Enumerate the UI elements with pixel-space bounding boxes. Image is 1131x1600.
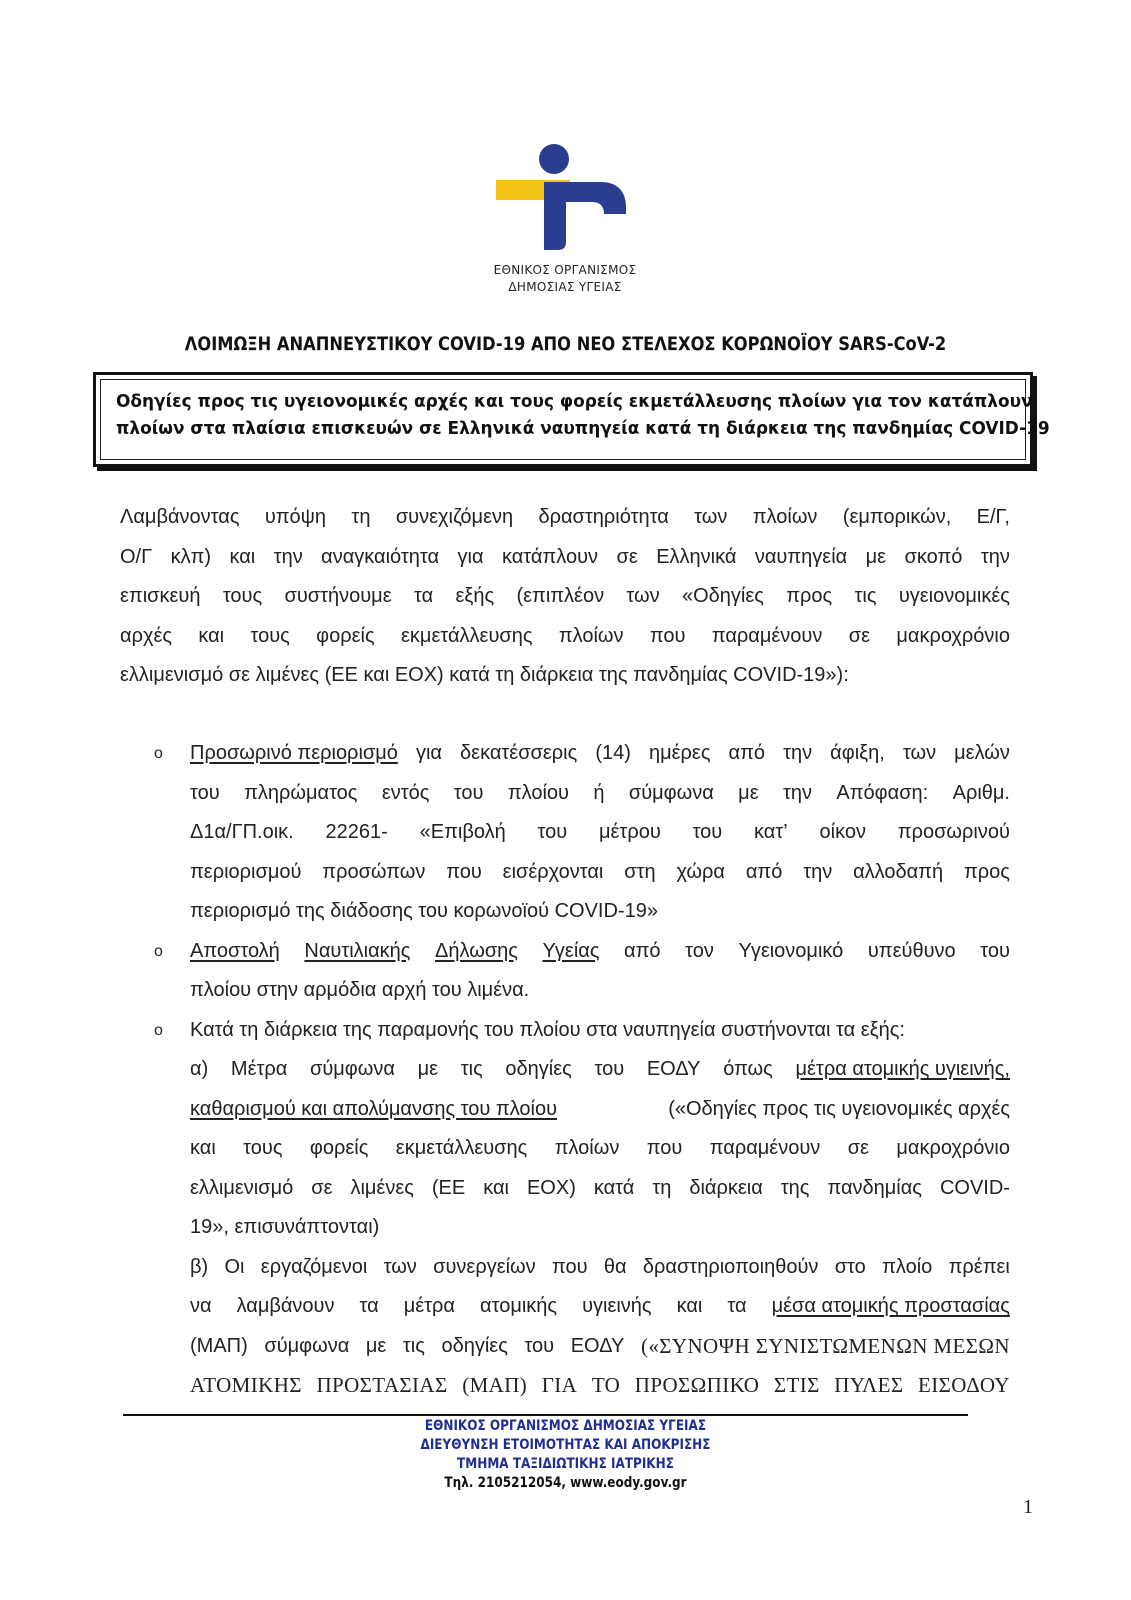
word: του (190, 781, 220, 804)
word: με (865, 545, 887, 568)
word: εξής (455, 585, 495, 607)
word: Αποστολή (190, 939, 280, 962)
word: τη (652, 1176, 672, 1199)
word: που (446, 860, 482, 883)
word: αλλοδαπή (853, 860, 944, 883)
word: του (537, 821, 568, 843)
word: οδηγίες (441, 1334, 508, 1357)
word: μακροχρόνιο (896, 624, 1010, 647)
word: πλοίων (752, 506, 818, 528)
word: εργαζόμενοι (260, 1255, 368, 1278)
list-line-text: περιορισμό της διάδοσης του κορωνοϊού COVID-19» (190, 900, 658, 922)
word: και (483, 1176, 509, 1199)
word: των (902, 742, 937, 764)
word: Απόφαση: (836, 781, 929, 804)
list-line (190, 1366, 1010, 1406)
word: Ναυτιλιακής (304, 939, 411, 962)
underlined-phrase: μέτρα ατομικής υγιεινής, (795, 1058, 1010, 1080)
word: συνεργείων (433, 1255, 536, 1278)
list-line (190, 1050, 1010, 1090)
word: (14) (595, 742, 631, 764)
list-line (190, 853, 1010, 893)
word: για (415, 742, 442, 764)
list-line (190, 774, 1010, 814)
list-line (190, 1327, 1010, 1367)
word: (ΜΑΠ) (462, 1373, 528, 1397)
word: Δ1α/ΓΠ.οικ. (190, 821, 294, 843)
word: (ΕΕ (431, 1176, 466, 1199)
word: πλοίου (507, 781, 569, 804)
word: οίκον (819, 821, 866, 843)
intro-line (120, 656, 1010, 696)
intro-line-text: ελλιμενισμό σε λιμένες (ΕΕ και ΕΟΧ) κατά τη διάρκεια της πανδημίας COVID-19»): (120, 664, 849, 686)
word: φορείς (309, 1137, 369, 1159)
word: επισκευή (120, 585, 201, 607)
word: την (783, 781, 813, 804)
list-line (190, 932, 1010, 972)
subtitle-box (93, 372, 1050, 467)
word: 22261- (325, 821, 388, 843)
word: για (457, 545, 484, 568)
word: ναυπηγεία (754, 545, 848, 568)
word: μελών (954, 742, 1010, 764)
word: πανδημίας (827, 1176, 922, 1199)
word: την (783, 742, 813, 764)
word: σύμφωνα (628, 781, 714, 804)
word: δραστηριότητα (538, 506, 669, 528)
list-line (190, 734, 1010, 774)
word: εκμετάλλευσης (395, 1137, 528, 1159)
word: υπόψη (264, 506, 327, 528)
word: κατά (593, 1176, 635, 1199)
list-line (190, 1248, 1010, 1288)
word: και (198, 624, 225, 647)
footer-contact: Τηλ. 2105212054, www.eody.gov.gr (444, 1475, 687, 1491)
word: Ο/Γ (120, 545, 153, 568)
word: τα (727, 1295, 747, 1317)
word: του (980, 939, 1010, 962)
word: τον (685, 939, 714, 962)
word: εκμετάλλευσης (401, 624, 533, 647)
word: και (229, 545, 256, 568)
word: πρέπει (948, 1255, 1010, 1278)
word: εντός (381, 781, 430, 804)
word: Οι (224, 1255, 245, 1278)
word: την (803, 860, 833, 883)
footer-org-name: ΕΘΝΙΚΟΣ ΟΡΓΑΝΙΣΜΟΣ ΔΗΜΟΣΙΑΣ ΥΓΕΙΑΣ (424, 1418, 707, 1434)
word: σε (848, 624, 870, 647)
word: ΕΟΔΥ (646, 1058, 701, 1080)
word: της (780, 1176, 810, 1199)
word: πλοίων (554, 1137, 620, 1159)
word: Μέτρα (230, 1058, 288, 1080)
word: ΑΤΟΜΙΚΗΣ (190, 1373, 302, 1397)
word: τους (250, 624, 290, 647)
list-line-text: 19», επισυνάπτονται) (190, 1216, 380, 1238)
word: που (649, 624, 686, 647)
word: (επιπλέον (516, 585, 605, 607)
footer-directorate: ΔΙΕΥΘΥΝΣΗ ΕΤΟΙΜΟΤΗΤΑΣ ΚΑΙ ΑΠΟΚΡΙΣΗΣ (420, 1437, 711, 1453)
word: χώρα (676, 860, 725, 883)
word: Δήλωσης (435, 939, 518, 962)
underlined-phrase: καθαρισμού και απολύμανσης του πλοίου (190, 1097, 558, 1120)
word: όπως (723, 1058, 773, 1080)
word: δραστηριοποιηθούν (642, 1255, 819, 1278)
word: κλπ) (170, 545, 212, 568)
word: ΣΤΙΣ (773, 1373, 820, 1397)
word: να (190, 1295, 212, 1317)
word: εισέρχονται (502, 860, 604, 883)
list-line (190, 1090, 1010, 1130)
word: α) (190, 1058, 209, 1080)
word: ΠΡΟΣΩΠΙΚΟ (634, 1373, 760, 1397)
word: σε (847, 1137, 869, 1159)
list-line (190, 1287, 1010, 1327)
serif-phrase: («ΣΥΝΟΨΗ ΣΥΝΙΣΤΩΜΕΝΩΝ ΜΕΣΩΝ (640, 1333, 1010, 1358)
word: των (626, 585, 660, 607)
word: μέτρα (403, 1295, 455, 1317)
word: των (694, 506, 728, 528)
list-item (140, 932, 1010, 1011)
logo-caption-line1: ΕΘΝΙΚΟΣ ΟΡΓΑΝΙΣΜΟΣ (493, 263, 637, 277)
word: Ελληνικά (656, 545, 737, 568)
logo-caption (440, 262, 690, 296)
eody-logo-icon (492, 142, 642, 257)
word: Λαμβάνοντας (120, 506, 240, 528)
word: αρχές (120, 624, 172, 647)
word: τις (854, 585, 877, 607)
word: και (190, 1137, 216, 1159)
word: τη (351, 506, 371, 528)
word: Υγειονομικό (738, 939, 844, 962)
word: ΤΟ (591, 1373, 621, 1397)
word: συστήνουμε (284, 585, 392, 607)
word: διάρκεια (689, 1176, 763, 1199)
word: προς (963, 860, 1010, 883)
list-line (190, 1129, 1010, 1169)
word: σκοπό (904, 545, 963, 568)
subtitle-line2: πλοίων στα πλαίσια επισκευών σε Ελληνικά ναυπηγεία κατά τη διάρκεια της πανδημίας COVID-19 (116, 418, 1050, 439)
word: τους (222, 585, 263, 607)
word: τα (359, 1295, 379, 1317)
list-line-text: πλοίου στην αρμόδια αρχή του λιμένα. (190, 979, 530, 1001)
word: (ΜΑΠ) (190, 1334, 248, 1357)
word: υγειονομικές (898, 585, 1010, 607)
word: «Οδηγίες (681, 585, 764, 607)
footer-divider (123, 1414, 968, 1416)
list-line (190, 892, 1010, 932)
word: φορείς (316, 624, 375, 647)
word: και (676, 1295, 703, 1317)
intro-paragraph (120, 498, 1010, 696)
word: ΕΟΔΥ (570, 1334, 625, 1357)
word: ΠΡΟΣΤΑΣΙΑΣ (316, 1373, 448, 1397)
word: δεκατέσσερις (460, 742, 578, 764)
list-item (140, 734, 1010, 932)
word: στη (624, 860, 656, 883)
logo-caption-line2: ΔΗΜΟΣΙΑΣ ΥΓΕΙΑΣ (508, 280, 622, 294)
word: (εμπορικών, (842, 506, 952, 528)
list-line (190, 813, 1010, 853)
footer (0, 1417, 1131, 1493)
word: του (692, 821, 723, 843)
word: οδηγίες (505, 1058, 572, 1080)
word: από (728, 742, 766, 764)
underlined-phrase: μέσα ατομικής προστασίας (771, 1295, 1010, 1317)
word: σε (616, 545, 638, 568)
subtitle-text (116, 388, 1050, 442)
word: πληρώματος (244, 781, 358, 804)
intro-line (120, 538, 1010, 578)
underlined-phrase: Προσωρινό περιορισμό (190, 742, 398, 764)
word: του (594, 1058, 625, 1080)
word: Υγείας (542, 939, 600, 962)
word: μέτρου (598, 821, 661, 843)
intro-line (120, 498, 1010, 538)
intro-line (120, 617, 1010, 657)
bullet-icon: o (154, 745, 163, 762)
word: αναγκαιότητα (321, 545, 440, 568)
list-line (190, 1169, 1010, 1209)
word: σε (311, 1176, 333, 1199)
word: περιορισμού (190, 860, 302, 883)
word: υγιεινής (582, 1295, 652, 1317)
word: κατάπλουν (501, 545, 599, 568)
word: ημέρες (648, 742, 711, 764)
word: τα (413, 585, 434, 607)
list-item (140, 1011, 1010, 1406)
word: πλοίων (558, 624, 624, 647)
footer-department: ΤΜΗΜΑ ΤΑΞΙΔΙΩΤΙΚΗΣ ΙΑΤΡΙΚΗΣ (457, 1456, 674, 1472)
word: που (646, 1137, 683, 1159)
bullet-icon: o (154, 1021, 163, 1039)
word: την (273, 545, 303, 568)
word: άφιξη, (830, 742, 885, 764)
word: β) (190, 1255, 209, 1278)
word: Αριθμ. (952, 781, 1010, 804)
word: σύμφωνα (264, 1334, 350, 1357)
word: ΕΙΣΟΔΟΥ (918, 1373, 1010, 1397)
word: σύμφωνα (310, 1058, 395, 1080)
word: από (624, 939, 661, 962)
recommendations-list (140, 734, 1010, 1406)
word: ελλιμενισμό (190, 1176, 294, 1199)
word: «Επιβολή (419, 821, 506, 843)
word: προσωρινού (897, 821, 1010, 843)
word: πλοίο (882, 1255, 933, 1278)
word: Ε/Γ, (976, 506, 1010, 528)
bullet-icon: o (154, 942, 163, 960)
word: μακροχρόνιο (896, 1137, 1010, 1159)
list-line (190, 971, 1010, 1011)
word: παραμένουν (711, 624, 823, 647)
word: του (524, 1334, 555, 1357)
word: που (552, 1255, 588, 1278)
document-title: ΛΟΙΜΩΞΗ ΑΝΑΠΝΕΥΣΤΙΚΟΥ COVID-19 ΑΠΟ ΝΕΟ ΣΤΕΛΕΧΟΣ ΚΟΡΩΝΟΪΟΥ SARS-CoV-2 (184, 334, 947, 355)
word: ΓΙΑ (541, 1373, 578, 1397)
word: την (980, 545, 1010, 568)
list-line (190, 1208, 1010, 1248)
word: τις (402, 1334, 425, 1357)
word: COVID- (939, 1176, 1010, 1199)
word: λιμένες (350, 1176, 414, 1199)
word: τις (460, 1058, 483, 1080)
word: συνεχιζόμενη (395, 506, 514, 528)
word: των (383, 1255, 417, 1278)
word: στο (834, 1255, 866, 1278)
word: από (745, 860, 783, 883)
word: με (738, 781, 759, 804)
word: προσώπων (322, 860, 426, 883)
intro-line (120, 577, 1010, 617)
word: λαμβάνουν (236, 1295, 335, 1317)
word: τους (243, 1137, 283, 1159)
list-line-rest: («Οδηγίες προς τις υγειονομικές αρχές (668, 1097, 1010, 1120)
word: με (365, 1334, 387, 1357)
list-line (190, 1011, 1010, 1051)
word: ατομικής (480, 1295, 558, 1317)
page-number: 1 (1023, 1496, 1033, 1518)
word: προς (786, 585, 833, 607)
list-line-text: Κατά τη διάρκεια της παραμονής του πλοίου στα ναυπηγεία συστήνονται τα εξής: (190, 1018, 905, 1041)
word: του (453, 781, 484, 804)
word: θα (603, 1255, 627, 1278)
subtitle-line1: Οδηγίες προς τις υγειονομικές αρχές και τους φορείς εκμετάλλευσης πλοίων για τον κατάπλουν (116, 391, 1033, 412)
word: με (417, 1058, 439, 1080)
word: ΕΟΧ) (526, 1176, 576, 1199)
word: ή (593, 781, 605, 804)
word: υπεύθυνο (867, 939, 956, 962)
word: κατ’ (754, 821, 788, 843)
word: παραμένουν (709, 1137, 821, 1159)
word: ΠΥΛΕΣ (834, 1373, 904, 1397)
